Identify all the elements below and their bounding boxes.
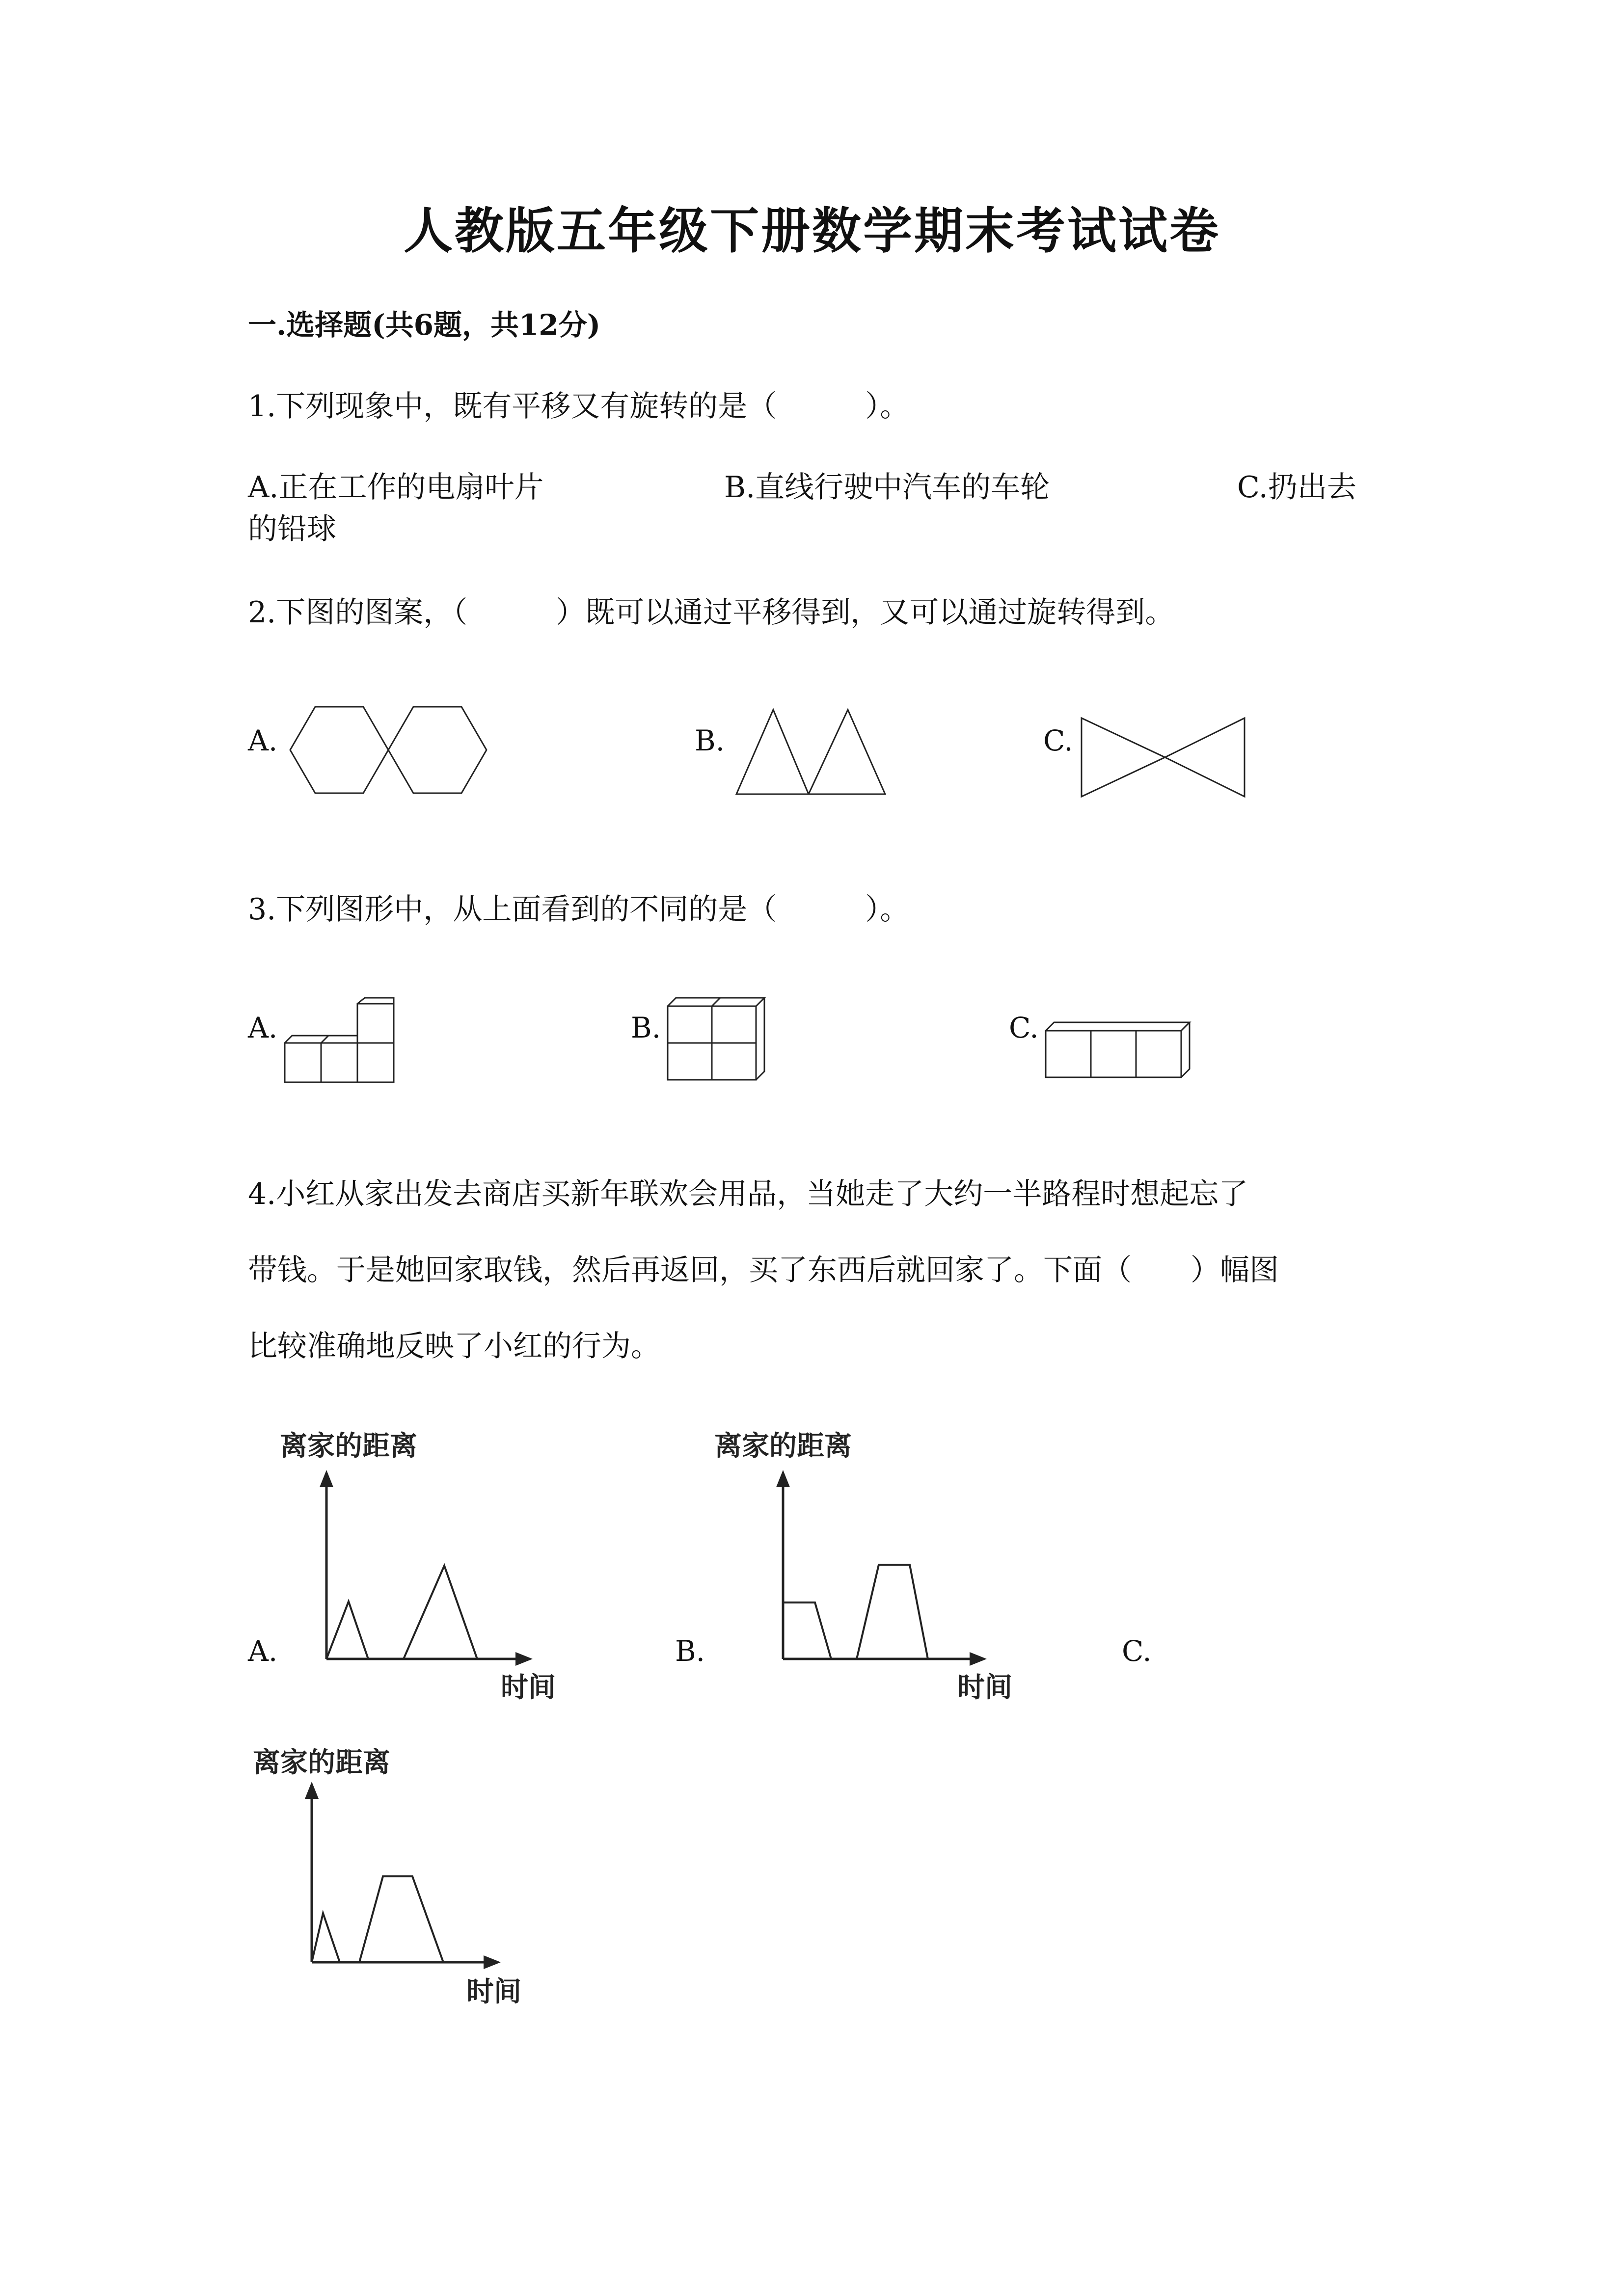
q2-option-b-label: B.: [695, 724, 725, 757]
two-hexagons-figure: [287, 704, 542, 798]
bowtie-figure: [1078, 714, 1254, 802]
question-4-stem-line-2: 带钱。于是她回家取钱，然后再返回，买了东西后就回家了。下面（ ）幅图: [248, 1253, 1279, 1287]
graph-c-x-label: 时间: [466, 1976, 521, 2008]
section-heading: 一.选择题(共6题，共12分): [248, 308, 601, 342]
q3-option-a-label: A.: [248, 1011, 278, 1044]
two-triangles-figure: [734, 707, 891, 800]
graph-b-y-label: 离家的距离: [714, 1430, 852, 1462]
graph-a-x-label: 时间: [501, 1672, 556, 1704]
q1-option-a: A.正在工作的电扇叶片: [248, 470, 544, 505]
graph-c-y-label: 离家的距离: [253, 1747, 390, 1779]
distance-time-graph-c: [250, 1745, 555, 2020]
question-1-stem: 1.下列现象中，既有平移又有旋转的是（ ）。: [248, 389, 910, 424]
q1-option-c: C.扔出去: [1237, 470, 1356, 505]
distance-time-graph-a: [275, 1426, 579, 1710]
distance-time-graph-b: [709, 1426, 1014, 1710]
cube-stack-figure-a: [282, 996, 400, 1087]
question-2-stem: 2.下图的图案，（ ）既可以通过平移得到，又可以通过旋转得到。: [248, 595, 1175, 630]
page-title: 人教版五年级下册数学期末考试试卷: [404, 202, 1220, 260]
q4-option-c-label: C.: [1122, 1634, 1152, 1668]
question-3-stem: 3.下列图形中，从上面看到的不同的是（ ）。: [248, 892, 910, 927]
graph-a-y-label: 离家的距离: [280, 1430, 417, 1462]
q4-option-b-label: B.: [675, 1634, 705, 1668]
q1-option-c-continued: 的铅球: [248, 512, 336, 546]
graph-b-x-label: 时间: [957, 1672, 1012, 1704]
q2-option-c-label: C.: [1043, 724, 1073, 757]
cube-stack-figure-b: [665, 995, 778, 1086]
q3-option-b-label: B.: [631, 1011, 661, 1044]
q4-option-a-label: A.: [248, 1634, 278, 1668]
q1-option-b: B.直线行驶中汽车的车轮: [724, 470, 1050, 505]
cube-row-figure-c: [1043, 1018, 1210, 1087]
question-4-stem-line-1: 4.小红从家出发去商店买新年联欢会用品，当她走了大约一半路程时想起忘了: [248, 1177, 1248, 1211]
question-4-stem-line-3: 比较准确地反映了小红的行为。: [248, 1329, 660, 1363]
q3-option-c-label: C.: [1009, 1011, 1039, 1044]
q2-option-a-label: A.: [248, 724, 278, 757]
